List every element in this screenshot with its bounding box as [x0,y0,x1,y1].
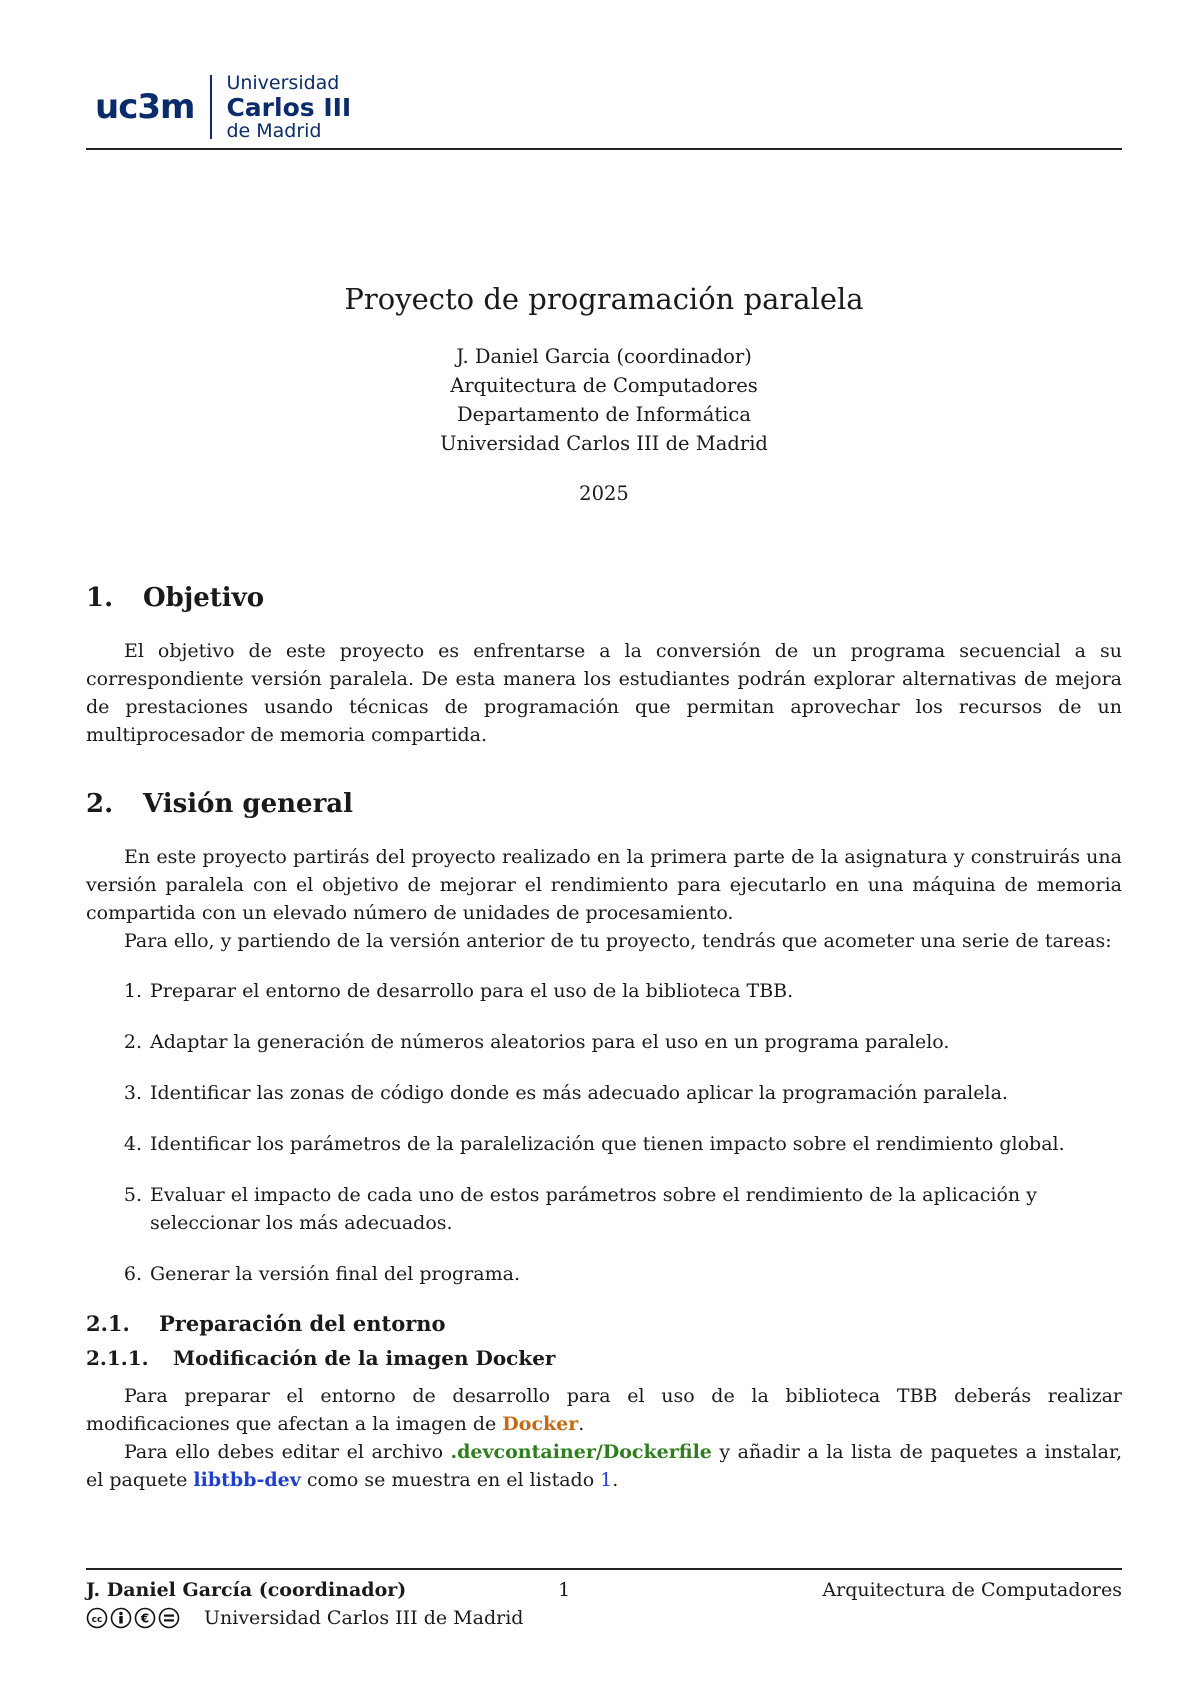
item-text: Generar la versión final del programa. [150,1263,520,1285]
text-run: como se muestra en el listado [300,1469,601,1491]
department-line: Departamento de Informática [457,403,751,426]
text-run: y añadir a la lista de paquetes a instalar, el paquete [86,1441,1122,1491]
section-2-heading [86,789,1122,819]
document-year: 2025 [579,482,629,505]
footer-rule [86,1568,1122,1570]
list-item [86,977,1122,1005]
list-item [86,1260,1122,1288]
list-item [86,1079,1122,1107]
document-body [86,583,1122,1494]
cc-nc-icon [134,1607,156,1629]
course-line: Arquitectura de Computadores [450,374,758,397]
author-line: J. Daniel Garcia (coordinador) [456,345,752,368]
cc-license-badges [86,1607,180,1629]
cc-icon [86,1607,108,1629]
logo-text [226,73,351,141]
cc-nd-icon [158,1607,180,1629]
section-2-paragraph-2: Para ello, y partiendo de la versión anterior de tu proyecto, tendrás que acometer una serie de tareas: [124,930,1112,952]
list-item [86,1028,1122,1056]
task-list [86,977,1122,1288]
footer-course: Arquitectura de Computadores [822,1579,1122,1601]
page-footer [86,1576,1122,1632]
section-number: 2.1. [86,1311,130,1336]
footer-author: J. Daniel García (coordinador) [86,1579,407,1601]
item-number: 1. [123,980,142,1002]
logo-separator [210,75,212,139]
document-title: Proyecto de programación paralela [344,282,864,316]
item-number: 5. [123,1184,142,1206]
section-title: Visión general [143,789,353,819]
item-number: 2. [123,1031,142,1053]
page-number: 1 [558,1579,571,1601]
text-run: . [578,1413,585,1435]
item-text: Identificar las zonas de código donde es más adecuado aplicar la programación paralela. [150,1082,1008,1104]
section-number: 2. [86,789,114,819]
section-2-1-heading [86,1311,1122,1336]
item-text: Evaluar el impacto de cada uno de estos parámetros sobre el rendimiento de la aplicación y seleccionar los más adecuados. [150,1184,1037,1234]
section-2-paragraph-1: En este proyecto partirás del proyecto realizado en la primera parte de la asignatura y construirás una versión paralela con el objetivo de mejorar el rendimiento para ejecutarlo en una máquina de memoria compartida con un elevado número de unidades de procesamiento. [86,846,1122,924]
item-number: 4. [123,1133,142,1155]
logo-line-2: Carlos III [226,92,352,122]
section-2-1-1-paragraph-1 [86,1382,1122,1438]
section-number: 1. [86,583,114,613]
list-item [86,1181,1122,1237]
university-logo [95,72,351,142]
dockerfile-path: .devcontainer/Dockerfile [450,1441,712,1463]
footer-university: Universidad Carlos III de Madrid [204,1607,524,1629]
list-item [86,1130,1122,1158]
title-block [86,282,1122,505]
text-run: Para preparar el entorno de desarrollo para el uso de la biblioteca TBB deberás realizar modificaciones que afectan a la imagen de [86,1385,1122,1435]
section-2-1-1-paragraph-2 [86,1438,1122,1494]
item-text: Preparar el entorno de desarrollo para el uso de la biblioteca TBB. [150,980,794,1002]
section-title: Modificación de la imagen Docker [173,1346,556,1370]
section-number: 2.1.1. [86,1346,149,1370]
item-text: Adaptar la generación de números aleatorios para el uso en un programa paralelo. [150,1031,950,1053]
header-rule [86,148,1122,150]
text-run: . [612,1469,619,1491]
section-2-1-1-heading [86,1346,1122,1370]
item-number: 3. [123,1082,142,1104]
university-line: Universidad Carlos III de Madrid [440,432,768,455]
cc-by-icon [110,1607,132,1629]
section-1-paragraph: El objetivo de este proyecto es enfrentarse a la conversión de un programa secuencial a su correspondiente versión paralela. De esta manera los estudiantes podrán explorar alternativas de mejora de prestaciones usando técnicas de programación que permitan aprovechar los recursos de un multiprocesador de memoria compartida. [86,640,1122,746]
text-run: Para ello debes editar el archivo [124,1441,451,1463]
package-name: libtbb-dev [193,1469,301,1491]
logo-line-3: de Madrid [226,119,322,142]
item-number: 6. [123,1263,142,1285]
section-title: Objetivo [143,583,265,613]
section-title: Preparación del entorno [159,1311,446,1336]
docker-term[interactable]: Docker [502,1413,579,1435]
item-text: Identificar los parámetros de la paralelización que tienen impacto sobre el rendimiento global. [150,1133,1065,1155]
logo-mark: uc3m [95,87,195,127]
section-1-heading [86,583,1122,613]
listing-reference-link[interactable]: 1 [600,1469,613,1491]
svg-text:cc: cc [91,1615,103,1625]
logo-line-1: Universidad [226,71,340,94]
svg-text:€: € [140,1611,150,1626]
